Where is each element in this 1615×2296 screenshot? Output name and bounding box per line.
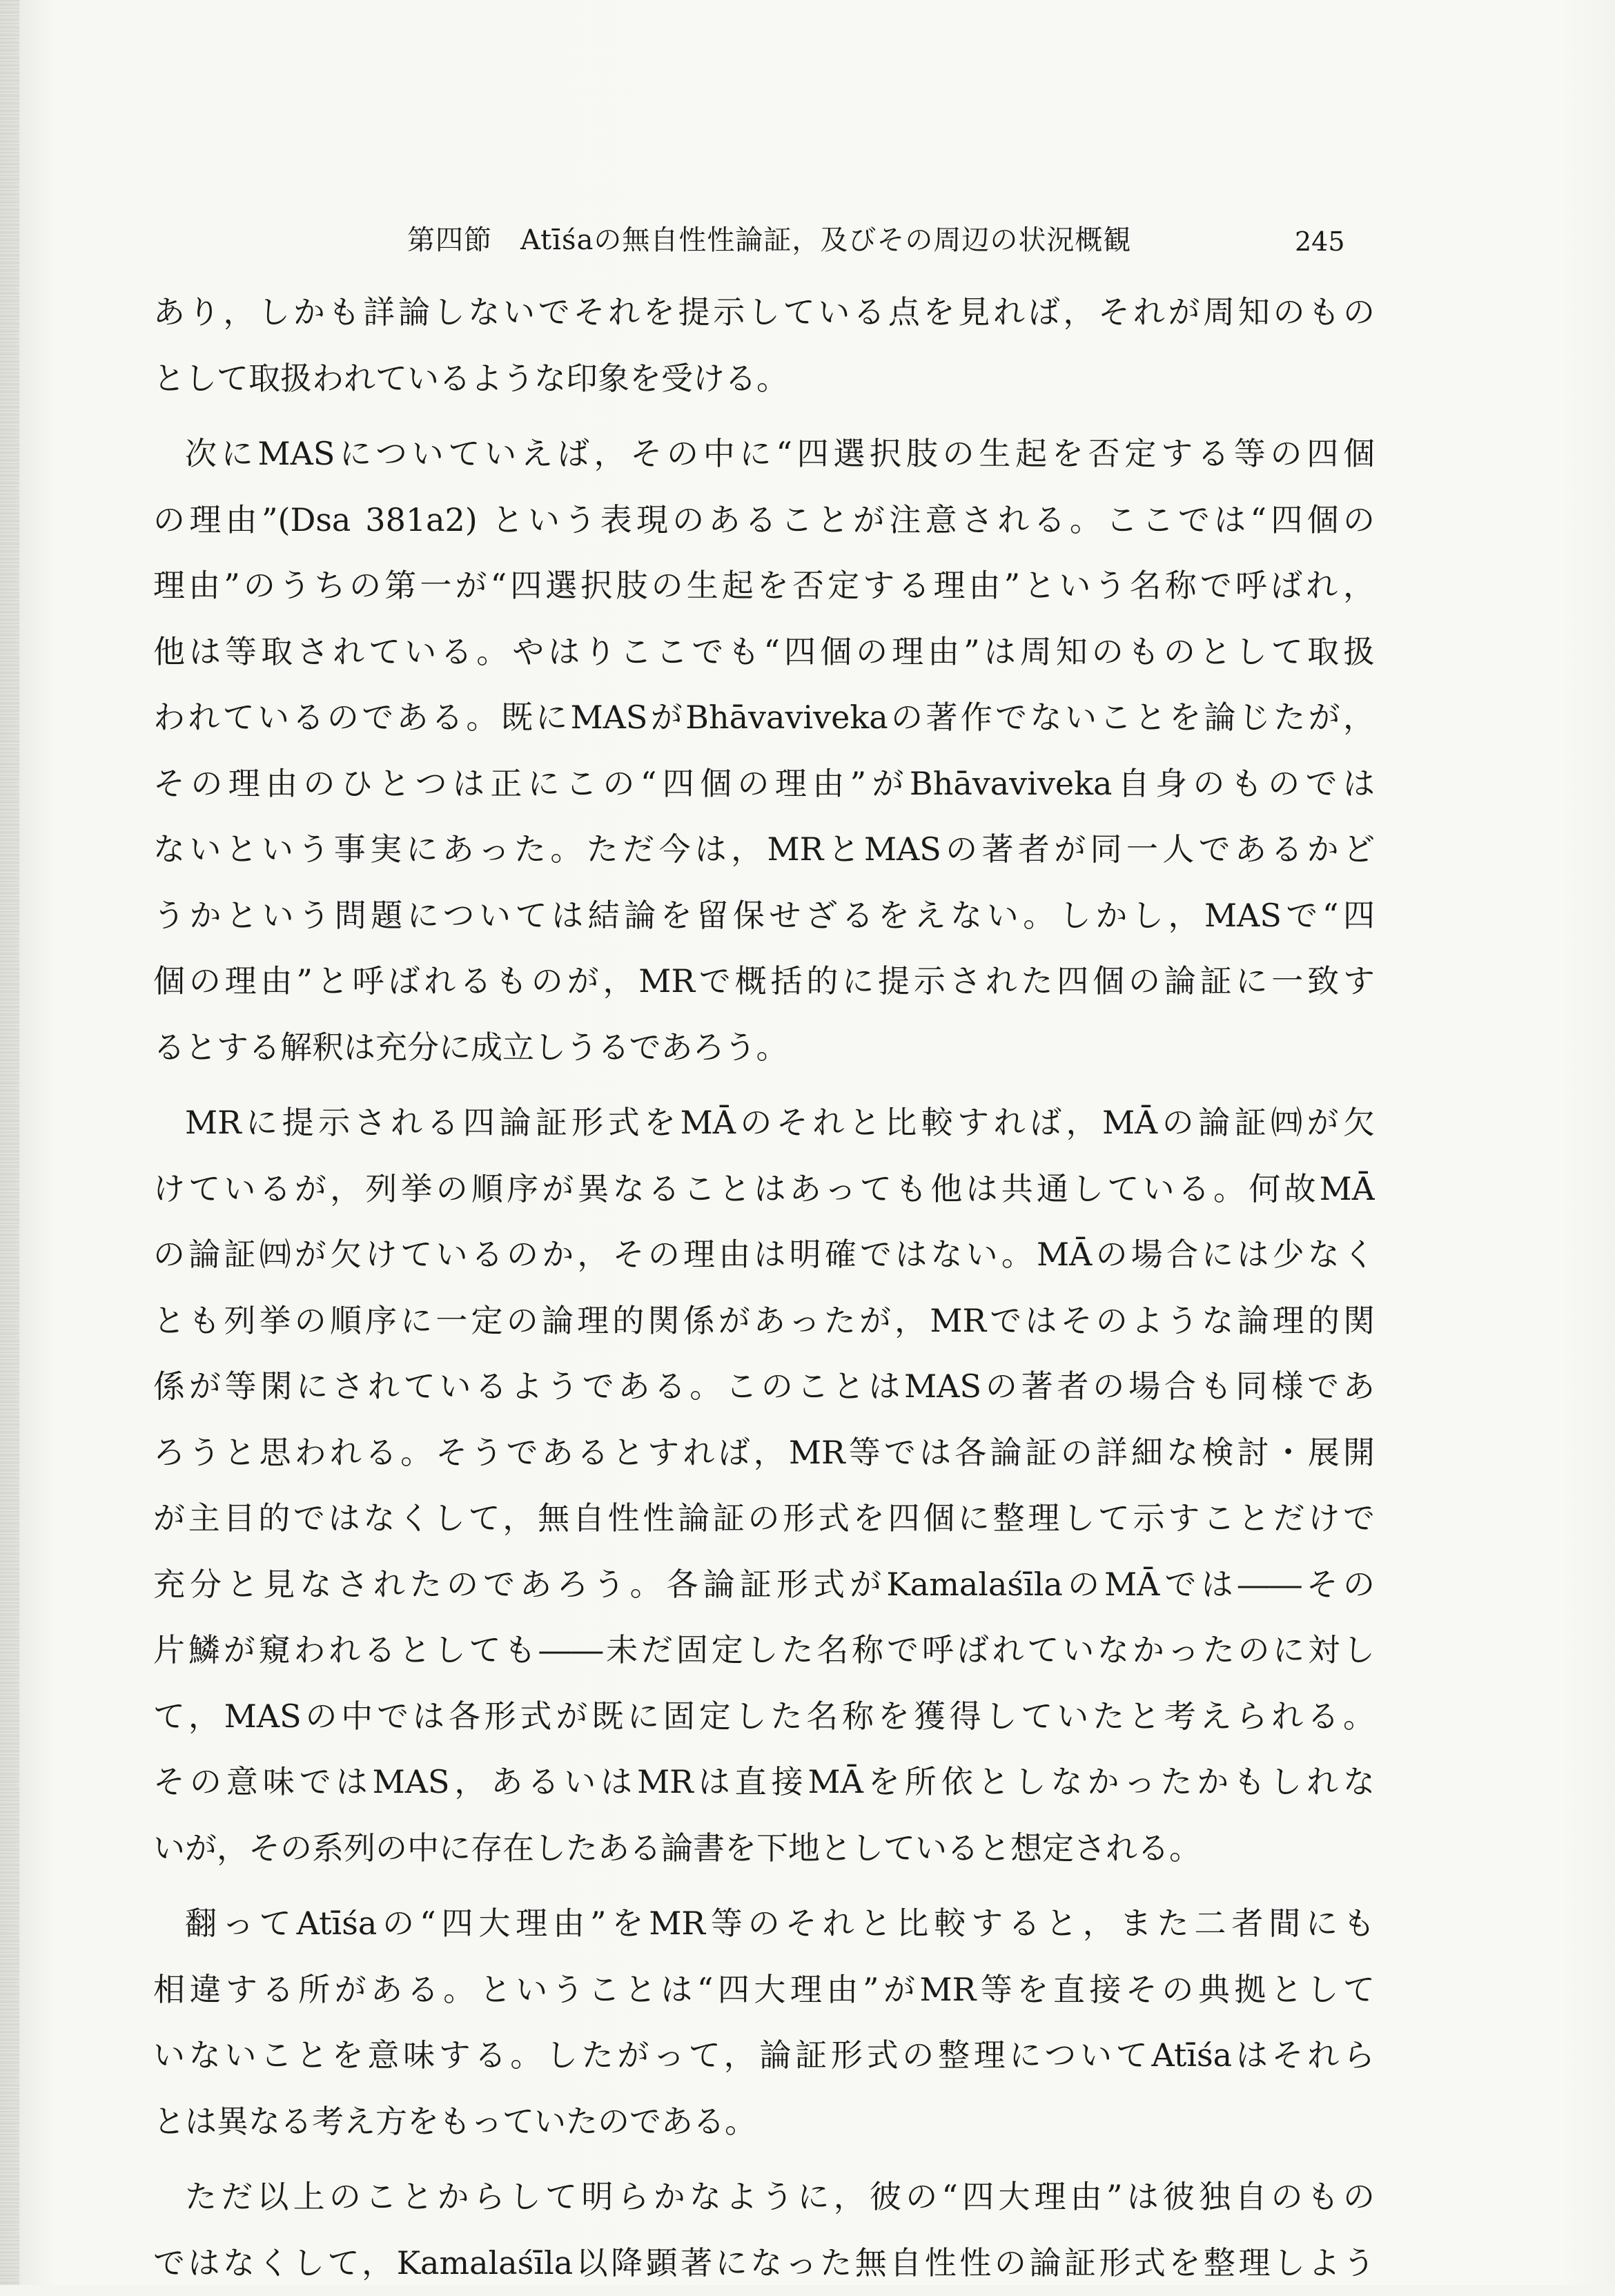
- text-line: として取扱われているような印象を受ける。: [153, 346, 1375, 412]
- text-line: るとする解釈は充分に成立しうるであろう。: [153, 1015, 1375, 1081]
- text-line: MRに提示される四論証形式をMĀのそれと比較すれば，MĀの論証㈣が欠: [153, 1090, 1375, 1156]
- text-line: て，MASの中では各形式が既に固定した名称を獲得していたと考えられる。: [153, 1684, 1375, 1750]
- text-line: 相違する所がある。ということは“四大理由”がMR等を直接その典拠として: [153, 1957, 1375, 2023]
- text-line: 片鱗が窺われるとしても――未だ固定した名称で呼ばれていなかったのに対し: [153, 1617, 1375, 1684]
- text-line: ろうと思われる。そうであるとすれば，MR等では各論証の詳細な検討・展開: [153, 1420, 1375, 1486]
- running-header-title: 第四節 Atīśaの無自性性論証，及びその周辺の状況概観: [407, 220, 1360, 261]
- text-line: その理由のひとつは正にこの“四個の理由”がBhāvaviveka自身のものでは: [153, 751, 1375, 817]
- text-line: うかという問題については結論を留保せざるをえない。しかし，MASで“四: [153, 883, 1375, 949]
- text-line: が主目的ではなくして，無自性性論証の形式を四個に整理して示すことだけで: [153, 1486, 1375, 1552]
- page-number: 245: [1295, 222, 1378, 261]
- scan-binding-edge: [0, 0, 19, 2285]
- text-line: 他は等取されている。やはりここでも“四個の理由”は周知のものとして取扱: [153, 619, 1375, 685]
- text-line: ただ以上のことからして明らかなように，彼の“四大理由”は彼独自のもの: [153, 2164, 1375, 2230]
- text-line: いないことを意味する。したがって，論証形式の整理についてAtīśaはそれら: [153, 2023, 1375, 2089]
- text-line: われているのである。既にMASがBhāvavivekaの著作でないことを論じたが，: [153, 685, 1375, 751]
- text-line: 翻ってAtīśaの“四大理由”をMR等のそれと比較すると，また二者間にも: [153, 1891, 1375, 1957]
- text-line: あり，しかも詳論しないでそれを提示している点を見れば，それが周知のもの: [153, 280, 1375, 346]
- text-line: とも列挙の順序に一定の論理的関係があったが，MRではそのような論理的関: [153, 1288, 1375, 1354]
- text-line: 係が等閑にされているようである。このことはMASの著者の場合も同様であ: [153, 1354, 1375, 1420]
- body-text: [153, 280, 1375, 2254]
- text-line: の理由”(Dsa 381a2) という表現のあることが注意される。ここでは“四個の: [153, 487, 1375, 554]
- text-line: その意味ではMAS，あるいはMRは直接MĀを所依としなかったかもしれな: [153, 1749, 1375, 1816]
- text-line: いが，その系列の中に存在したある論書を下地としていると想定される。: [153, 1816, 1375, 1882]
- text-line: とは異なる考え方をもっていたのである。: [153, 2089, 1375, 2155]
- text-line: 個の理由”と呼ばれるものが，MRで概括的に提示された四個の論証に一致す: [153, 948, 1375, 1015]
- text-line: けているが，列挙の順序が異なることはあっても他は共通している。何故MĀ: [153, 1156, 1375, 1223]
- text-line: ないという事実にあった。ただ今は，MRとMASの著者が同一人であるかど: [153, 817, 1375, 883]
- text-line: 充分と見なされたのであろう。各論証形式がKamalaśīlaのMĀでは――その: [153, 1552, 1375, 1618]
- text-line: 次にMASについていえば，その中に“四選択肢の生起を否定する等の四個: [153, 421, 1375, 487]
- text-line: の論証㈣が欠けているのか，その理由は明確ではない。MĀの場合には少なく: [153, 1222, 1375, 1288]
- text-line: ではなくして，Kamalaśīla以降顕著になった無自性性の論証形式を整理しよう: [153, 2230, 1375, 2296]
- text-line: 理由”のうちの第一が“四選択肢の生起を否定する理由”という名称で呼ばれ，: [153, 553, 1375, 619]
